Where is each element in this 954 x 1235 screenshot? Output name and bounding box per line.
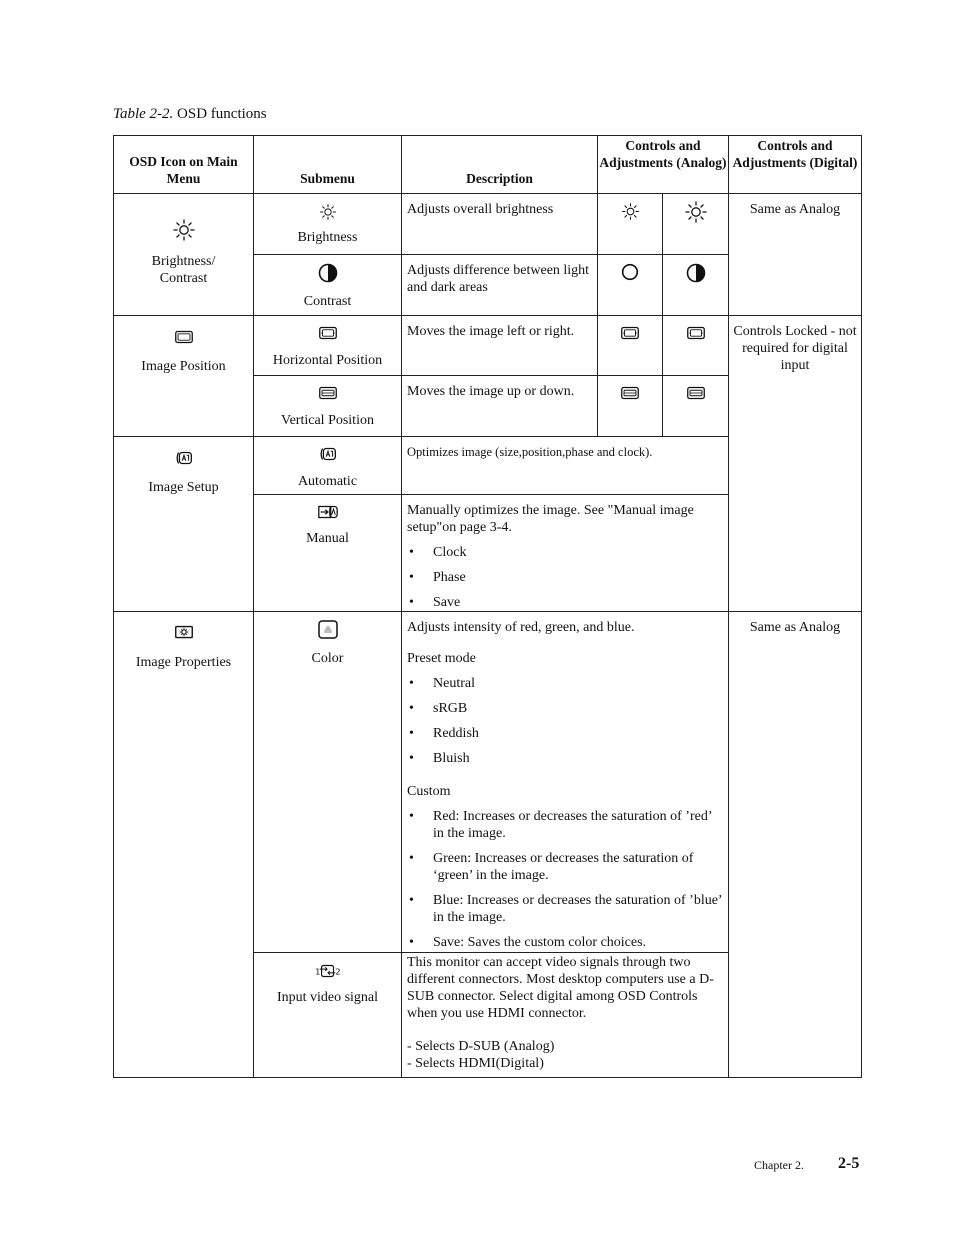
analog-horizontal-left (598, 316, 663, 376)
contrast-low-icon (619, 261, 641, 283)
automatic-setup-icon (317, 443, 339, 465)
header-row (114, 136, 862, 194)
main-brightness-contrast (114, 194, 254, 316)
submenu-contrast-label: Contrast (303, 294, 352, 309)
list-item: • Green: Increases or decreases the saturation of ‘green’ in the image. (407, 850, 723, 884)
horizontal-position-icon (317, 322, 339, 344)
main-image-properties-label: Image Properties (135, 655, 232, 670)
analog-vertical-up (598, 376, 663, 437)
list-item: • Phase (407, 569, 723, 586)
table-row (114, 612, 862, 953)
desc-color (402, 612, 729, 953)
desc-manual (402, 495, 729, 612)
horizontal-right-icon (685, 322, 707, 344)
desc-horizontal-position: Moves the image left or right. (402, 316, 598, 376)
submenu-brightness (254, 194, 402, 255)
submenu-brightness-label: Brightness (297, 230, 358, 245)
submenu-horizontal-position (254, 316, 402, 376)
vertical-up-icon (619, 382, 641, 404)
footer-chapter: Chapter 2. (754, 1158, 804, 1172)
brightness-high-icon (684, 200, 708, 224)
image-properties-icon (172, 621, 196, 643)
preset-list (407, 675, 723, 767)
custom-title: Custom (407, 784, 451, 799)
vertical-down-icon (685, 382, 707, 404)
analog-contrast-low (598, 255, 663, 316)
image-setup-icon (173, 447, 195, 469)
color-icon (316, 618, 340, 642)
list-item: • Neutral (407, 675, 723, 692)
desc-input-video-signal (402, 953, 729, 1078)
table-row (114, 194, 862, 255)
main-image-setup (114, 437, 254, 612)
main-image-properties (114, 612, 254, 1078)
analog-contrast-high (663, 255, 729, 316)
digital-brightness-contrast: Same as Analog (729, 194, 862, 316)
preset-mode-title: Preset mode (407, 651, 476, 666)
table-title: OSD functions (177, 106, 267, 122)
analog-brightness-low (598, 194, 663, 255)
contrast-high-icon (684, 261, 708, 285)
analog-brightness-high (663, 194, 729, 255)
submenu-color-label: Color (311, 651, 344, 666)
list-item: • Bluish (407, 750, 723, 767)
footer-page-number: 2-5 (838, 1155, 860, 1172)
desc-brightness: Adjusts overall brightness (402, 194, 598, 255)
submenu-manual (254, 495, 402, 612)
header-analog: Controls and Adjustments (Analog) (598, 136, 729, 194)
list-item: • sRGB (407, 700, 723, 717)
submenu-automatic-label: Automatic (297, 474, 358, 489)
brightness-icon (319, 203, 337, 221)
manual-items-list (407, 544, 723, 611)
digital-image-properties: Same as Analog (729, 612, 862, 1078)
submenu-horizontal-position-label: Horizontal Position (272, 353, 383, 368)
header-digital: Controls and Adjustments (Digital) (729, 136, 862, 194)
brightness-low-icon (621, 202, 640, 221)
main-brightness-contrast-label: Brightness/ Contrast (151, 254, 216, 286)
submenu-manual-label: Manual (306, 531, 349, 546)
osd-functions-table (113, 135, 862, 1078)
input-signal-icon (311, 960, 345, 982)
submenu-vertical-position-label: Vertical Position (281, 413, 374, 428)
submenu-automatic (254, 437, 402, 495)
main-image-setup-label: Image Setup (148, 480, 219, 495)
submenu-vertical-position (254, 376, 402, 437)
list-item: • Blue: Increases or decreases the saturation of ’blue’ in the image. (407, 892, 723, 926)
contrast-icon (316, 261, 340, 285)
analog-horizontal-right (663, 316, 729, 376)
header-submenu: Submenu (254, 136, 402, 194)
submenu-contrast (254, 255, 402, 316)
brightness-icon (172, 218, 196, 242)
main-image-position-label: Image Position (141, 359, 226, 374)
desc-contrast: Adjusts difference between light and dark areas (402, 255, 598, 316)
list-item: • Clock (407, 544, 723, 561)
desc-automatic: Optimizes image (size,position,phase and clock). (402, 437, 729, 495)
image-position-icon (173, 326, 195, 348)
submenu-color (254, 612, 402, 953)
vertical-position-icon (317, 382, 339, 404)
analog-vertical-down (663, 376, 729, 437)
submenu-input-video-signal-label: Input video signal (276, 990, 379, 1005)
digital-image-position: Controls Locked - not required for digital input (729, 316, 862, 612)
desc-color-text: Adjusts intensity of red, green, and blue. (407, 620, 635, 635)
list-item: • Red: Increases or decreases the saturation of ’red’ in the image. (407, 808, 723, 842)
table-caption (113, 106, 267, 123)
list-item: • Save (407, 594, 723, 611)
desc-vertical-position: Moves the image up or down. (402, 376, 598, 437)
manual-setup-icon (316, 501, 340, 523)
header-description: Description (402, 136, 598, 194)
desc-input-dsub: - Selects D-SUB (Analog) (407, 1039, 555, 1054)
header-main-menu: OSD Icon on Main Menu (114, 136, 254, 194)
list-item: • Save: Saves the custom color choices. (407, 934, 723, 951)
desc-input-hdmi: - Selects HDMI(Digital) (407, 1056, 544, 1071)
desc-manual-text: Manually optimizes the image. See "Manual image setup"on page 3-4. (407, 503, 694, 535)
table-number: Table 2-2. (113, 106, 174, 122)
submenu-input-video-signal (254, 953, 402, 1078)
table-row (114, 316, 862, 376)
desc-input-text: This monitor can accept video signals through two different connectors. Most desktop computers use a D-SUB connector. Select digital among OSD Controls when you use HDMI connector. (407, 955, 714, 1021)
list-item: • Reddish (407, 725, 723, 742)
horizontal-left-icon (619, 322, 641, 344)
main-image-position (114, 316, 254, 437)
custom-list (407, 808, 723, 951)
